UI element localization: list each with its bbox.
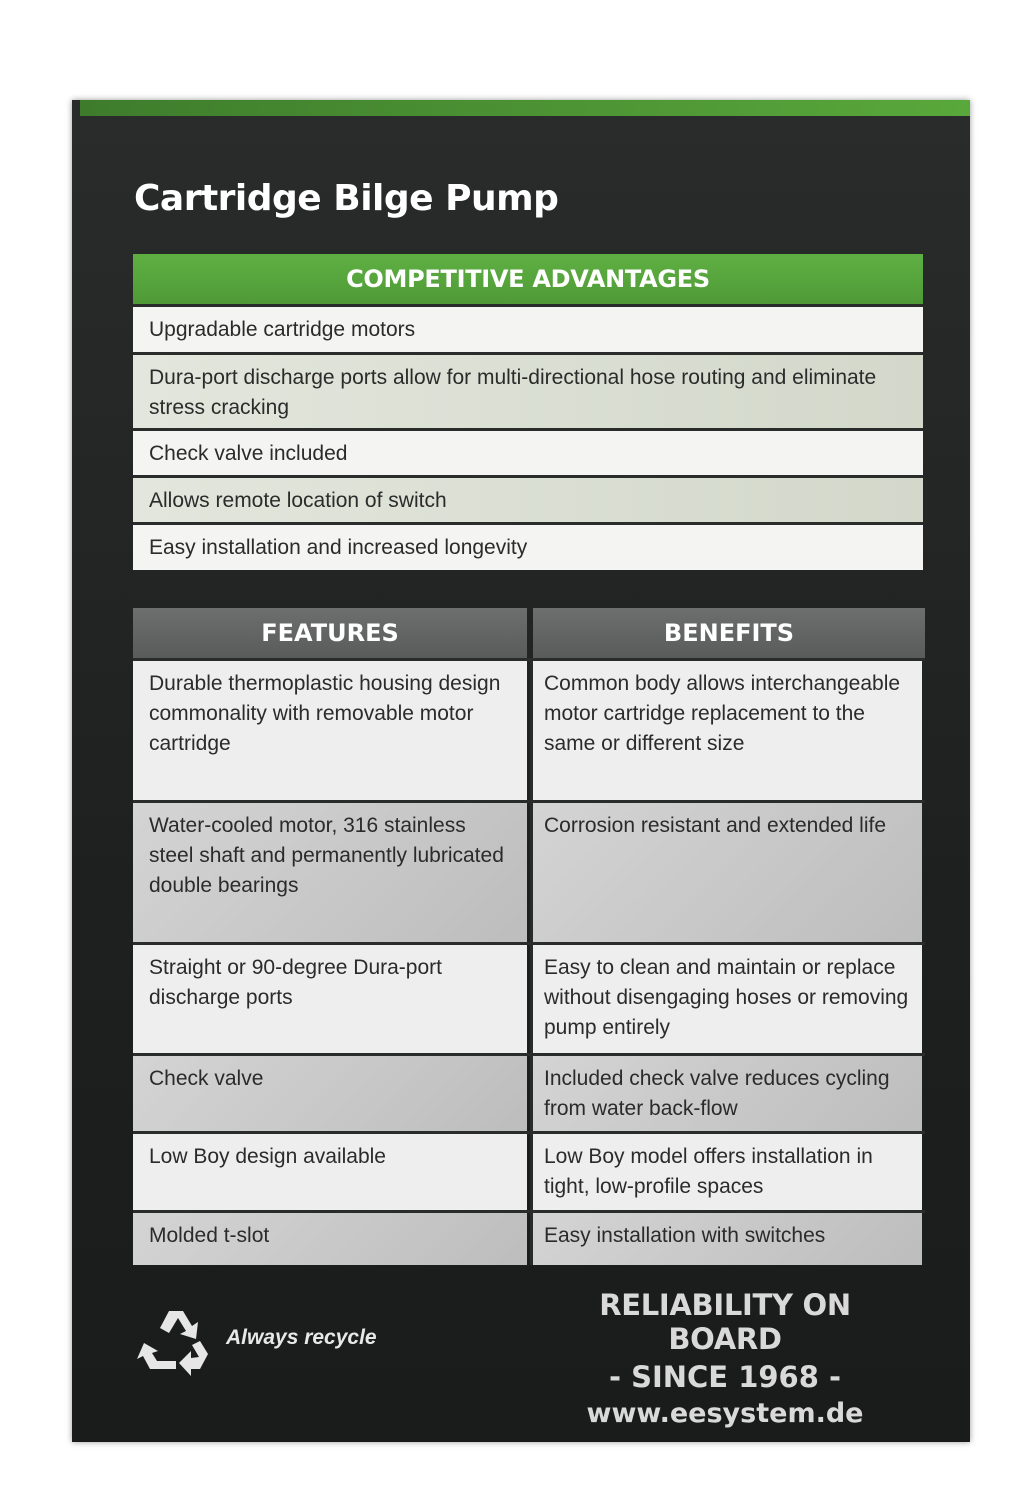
green-top-strip [80,100,970,116]
feature-cell: Check valve [133,1056,527,1131]
advantage-item: Upgradable cartridge motors [133,304,923,352]
feature-cell: Low Boy design available [133,1134,527,1210]
slogan-line1: RELIABILITY ON BOARD [599,1288,851,1356]
benefit-cell: Easy to clean and maintain or replace without disengaging hoses or removing pump entirely [530,945,922,1053]
table-row [133,1053,925,1131]
advantage-item: Allows remote location of switch [133,475,923,522]
recycle-text: Always recycle [226,1326,377,1349]
benefits-header: BENEFITS [533,608,925,658]
benefit-cell: Corrosion resistant and extended life [530,803,922,942]
slogan-block [540,1288,910,1429]
table-row [133,800,925,942]
advantage-item: Check valve included [133,428,923,475]
table-row [133,658,925,800]
table-row [133,1131,925,1210]
benefit-cell: Included check valve reduces cycling from water back-flow [530,1056,922,1131]
benefit-cell: Easy installation with switches [530,1213,922,1265]
product-title: Cartridge Bilge Pump [134,178,559,219]
advantages-table [133,254,923,570]
features-header-row [133,608,925,658]
feature-cell: Durable thermoplastic housing design commonality with removable motor cartridge [133,661,527,800]
benefit-cell: Common body allows interchangeable motor cartridge replacement to the same or different size [530,661,922,800]
slogan-line2: - SINCE 1968 - [608,1360,842,1394]
table-row [133,1210,925,1265]
website-url: www.eesystem.de [586,1398,864,1429]
advantages-header: COMPETITIVE ADVANTAGES [133,254,923,304]
feature-cell: Molded t-slot [133,1213,527,1265]
feature-cell: Water-cooled motor, 316 stainless steel shaft and permanently lubricated double bearings [133,803,527,942]
advantage-item: Dura-port discharge ports allow for multi-directional hose routing and eliminate stress cracking [133,352,923,428]
feature-cell: Straight or 90-degree Dura-port discharge ports [133,945,527,1053]
recycle-icon [136,1305,216,1380]
benefit-cell: Low Boy model offers installation in tight, low-profile spaces [530,1134,922,1210]
features-table [133,608,925,1265]
table-row [133,942,925,1053]
advantage-item: Easy installation and increased longevity [133,522,923,570]
features-header: FEATURES [133,608,527,658]
